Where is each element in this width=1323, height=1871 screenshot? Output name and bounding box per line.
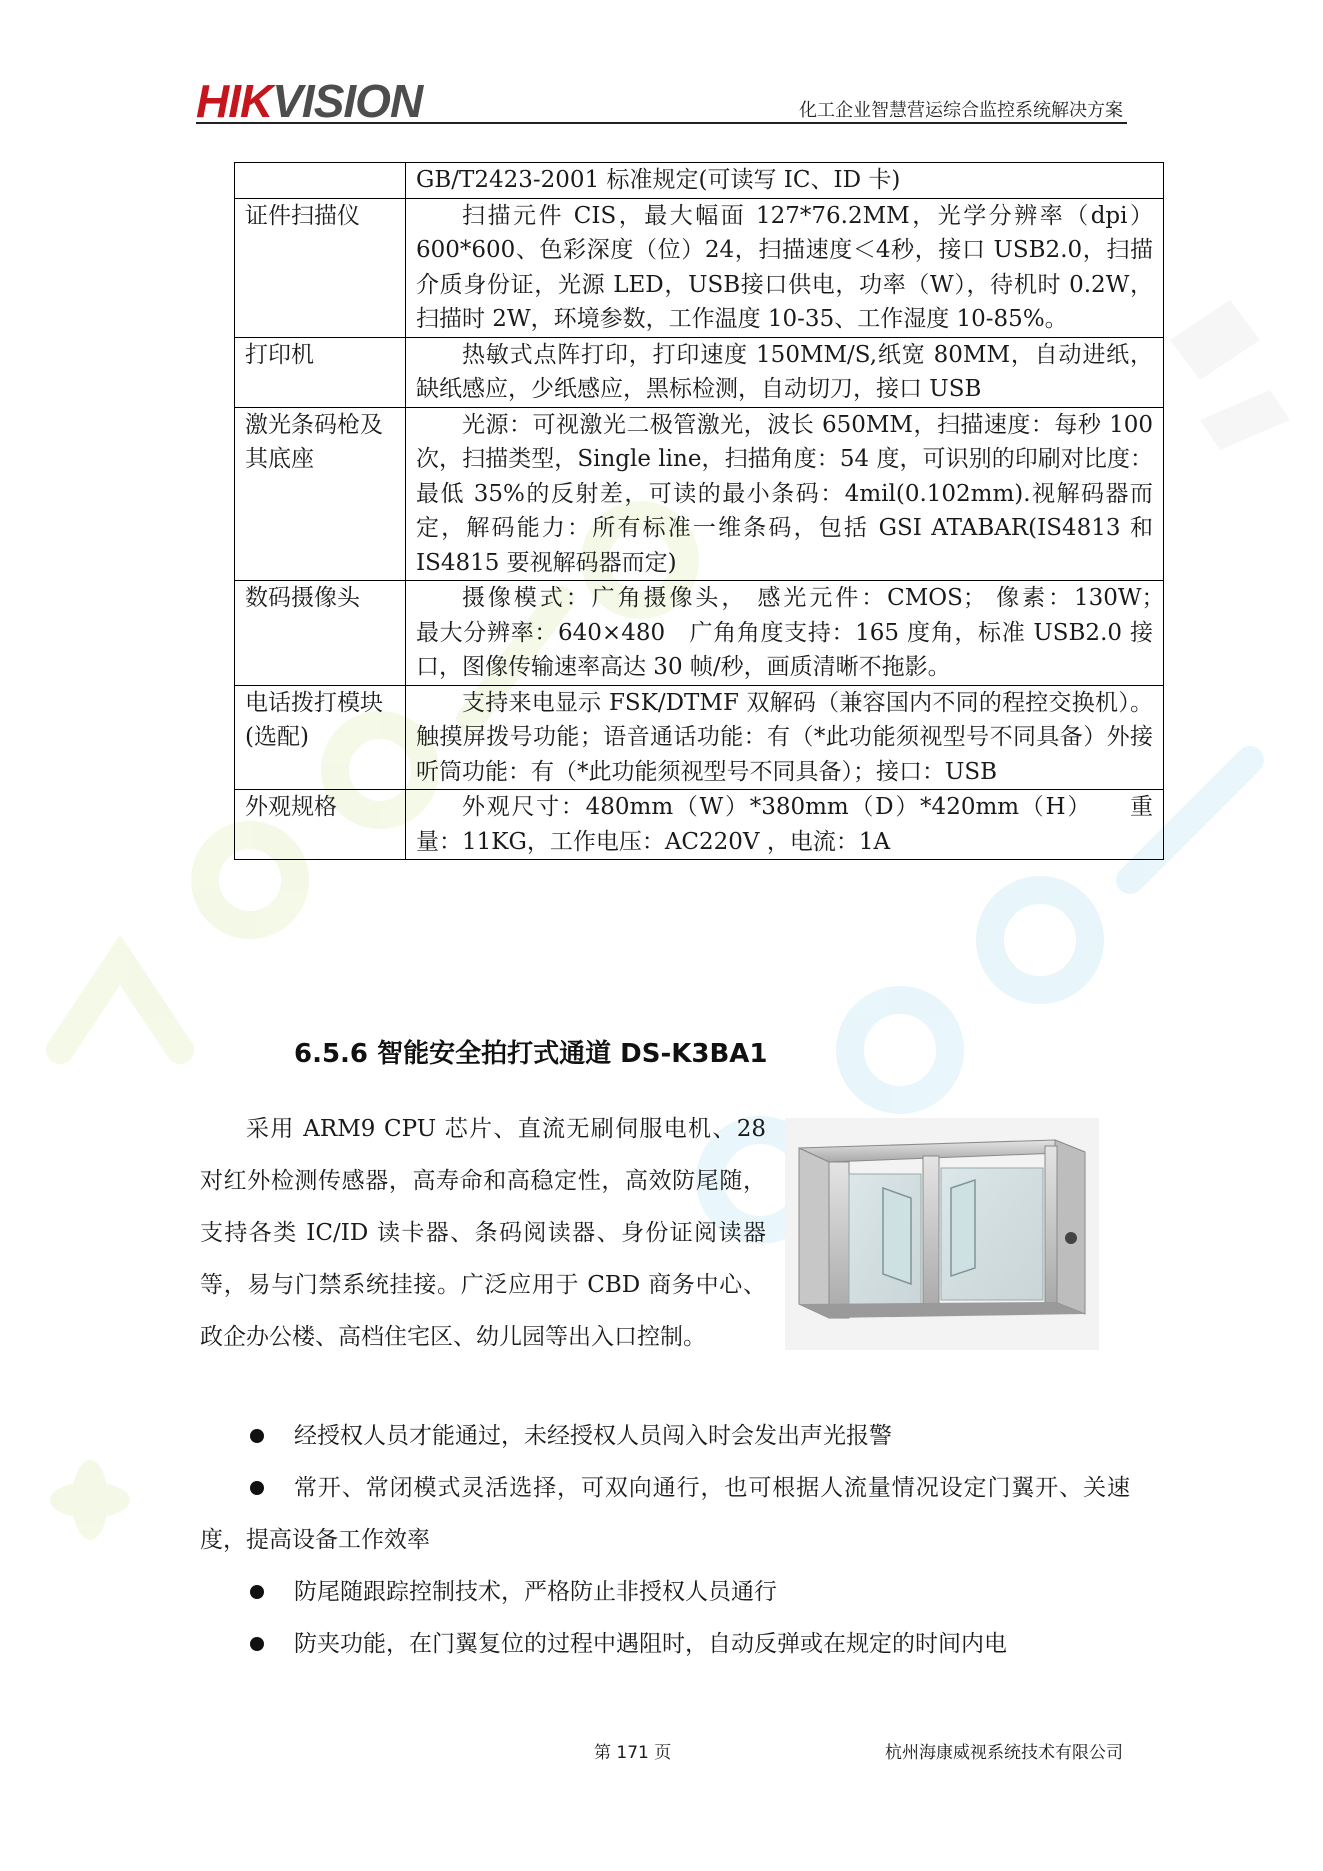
table-row [235,790,1164,860]
table-row [235,581,1164,686]
table-row [235,163,1164,199]
footer-company: 杭州海康威视系统技术有限公司 [885,1743,1123,1763]
spec-value: 热敏式点阵打印，打印速度 150MM/S,纸宽 80MM，自动进纸，缺纸感应，少纸感应，黑标检测，自动切刀，接口 USB [406,337,1164,407]
document-title: 化工企业智慧营运综合监控系统解决方案 [799,100,1123,121]
intro-paragraph: 采用 ARM9 CPU 芯片、直流无刷伺服电机、28 对红外检测传感器，高寿命和高稳定性，高效防尾随，支持各类 IC/ID 读卡器、条码阅读器、身份证阅读器等，易与门禁系统挂接。广泛应用于 CBD 商务中心、政企办公楼、高档住宅区、幼儿园等出入口控制。 [200,1116,766,1350]
spec-name [235,163,406,199]
logo-hik: HIK [196,75,273,127]
list-item [200,1618,1130,1670]
list-item-text: 经授权人员才能通过，未经授权人员闯入时会发出声光报警 [294,1423,892,1449]
bullet-icon [250,1585,264,1599]
spec-name: 外观规格 [235,790,406,860]
bullet-icon [250,1481,264,1495]
list-item [200,1410,1130,1462]
spec-value: GB/T2423-2001 标准规定(可读写 IC、ID 卡) [406,163,1164,199]
list-item-text: 常开、常闭模式灵活选择，可双向通行，也可根据人流量情况设定门翼开、关速度，提高设备工作效率 [200,1475,1130,1553]
table-row [235,198,1164,337]
spec-value: 扫描元件 CIS，最大幅面 127*76.2MM，光学分辨率（dpi）600*600、色彩深度（位）24，扫描速度＜4秒，接口 USB2.0，扫描介质身份证，光源 LED，USB接口供电，功率（W），待机时 0.2W，扫描时 2W，环境参数，工作温度 10-35、工作湿度 10-85%。 [406,198,1164,337]
spec-name: 激光条码枪及其底座 [235,407,406,581]
turnstile-product-image [785,1118,1099,1350]
spec-value: 支持来电显示 FSK/DTMF 双解码（兼容国内不同的程控交换机）。触摸屏拨号功能；语音通话功能：有（*此功能须视型号不同具备）外接听筒功能：有（*此功能须视型号不同具备）；接口：USB [406,685,1164,790]
table-row [235,685,1164,790]
list-item [200,1566,1130,1618]
spec-table [234,162,1291,860]
header-divider [196,122,1127,124]
list-item-text: 防尾随跟踪控制技术，严格防止非授权人员通行 [294,1579,777,1605]
list-item [200,1462,1130,1566]
feature-list [200,1410,1130,1670]
section-heading: 6.5.6 智能安全拍打式通道 DS-K3BA1 [294,1039,768,1069]
spec-value: 摄像模式：广角摄像头， 感光元件：CMOS； 像素：130W； 最大分辨率：640×480 广角角度支持：165 度角，标准 USB2.0 接口，图像传输速率高达 30 帧/秒，画质清晰不拖影。 [406,581,1164,686]
table-row [235,407,1164,581]
bullet-icon [250,1637,264,1651]
spec-name: 证件扫描仪 [235,198,406,337]
spec-value: 外观尺寸：480mm（W）*380mm（D）*420mm（H） 重量：11KG，工作电压：AC220V ，电流：1A [406,790,1164,860]
page-number: 第 171 页 [594,1743,672,1763]
spec-name: 电话拨打模块(选配) [235,685,406,790]
logo-vision: VISION [272,75,423,127]
spec-value: 光源：可视激光二极管激光，波长 650MM，扫描速度：每秒 100 次，扫描类型，Single line，扫描角度：54 度，可识别的印刷对比度：最低 35%的反射差，可读的最小条码：4mil(0.102mm).视解码器而定，解码能力：所有标准一维条码，包括 GSI ATABAR(IS4813 和 IS4815 要视解码器而定) [406,407,1164,581]
spec-name: 数码摄像头 [235,581,406,686]
bullet-icon [250,1429,264,1443]
table-row [235,337,1164,407]
hikvision-logo [196,75,423,127]
list-item-text: 防夹功能，在门翼复位的过程中遇阻时，自动反弹或在规定的时间内电 [294,1631,1007,1657]
spec-name: 打印机 [235,337,406,407]
